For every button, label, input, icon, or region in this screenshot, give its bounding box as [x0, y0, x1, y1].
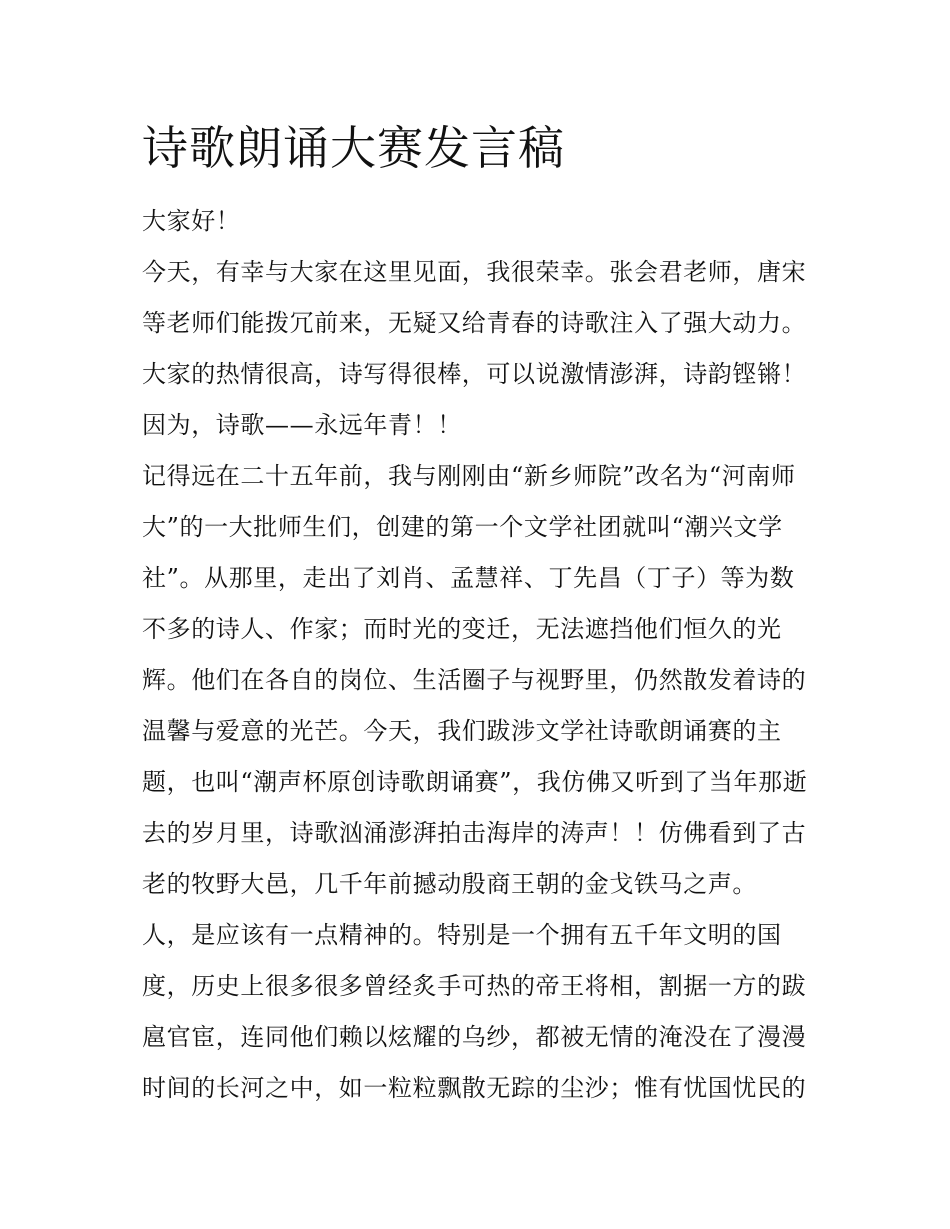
- text-line: 时间的长河之中，如一粒粒飘散无踪的尘沙；惟有忧国忧民的: [142, 1074, 807, 1102]
- text-line: 度，历史上很多很多曾经炙手可热的帝王将相，割据一方的跋: [142, 972, 807, 1000]
- document-title: 诗歌朗诵大赛发言稿: [142, 121, 565, 175]
- text-line: 社”。从那里，走出了刘肖、孟慧祥、丁先昌（丁子）等为数: [142, 564, 795, 592]
- text-line: 扈官宦，连同他们赖以炫耀的乌纱，都被无情的淹没在了漫漫: [142, 1023, 807, 1051]
- text-line: 不多的诗人、作家；而时光的变迁，无法遮挡他们恒久的光: [142, 615, 782, 643]
- text-line: 大家好！: [142, 207, 241, 235]
- text-line: 等老师们能拨冗前来，无疑又给青春的诗歌注入了强大动力。: [142, 309, 807, 337]
- text-line: 题，也叫“潮声杯原创诗歌朗诵赛”，我仿佛又听到了当年那逝: [142, 768, 808, 796]
- text-line: 温馨与爱意的光芒。今天，我们跋涉文学社诗歌朗诵赛的主: [142, 717, 782, 745]
- text-line: 记得远在二十五年前，我与刚刚由“新乡师院”改名为“河南师: [142, 462, 796, 490]
- text-line: 辉。他们在各自的岗位、生活圈子与视野里，仍然散发着诗的: [142, 666, 807, 694]
- text-line: 今天，有幸与大家在这里见面，我很荣幸。张会君老师，唐宋: [142, 258, 807, 286]
- text-line: 大”的一大批师生们，创建的第一个文学社团就叫“潮兴文学: [142, 513, 783, 541]
- text-line: 大家的热情很高，诗写得很棒，可以说激情澎湃，诗韵铿锵！: [142, 360, 807, 388]
- text-line: 老的牧野大邑，几千年前撼动殷商王朝的金戈铁马之声。: [142, 870, 757, 898]
- text-line: 因为，诗歌——永远年青！！: [142, 411, 462, 439]
- text-line: 人，是应该有一点精神的。特别是一个拥有五千年文明的国: [142, 921, 782, 949]
- text-line: 去的岁月里，诗歌汹涌澎湃拍击海岸的涛声！！仿佛看到了古: [142, 819, 807, 847]
- document-body: [142, 110, 812, 1114]
